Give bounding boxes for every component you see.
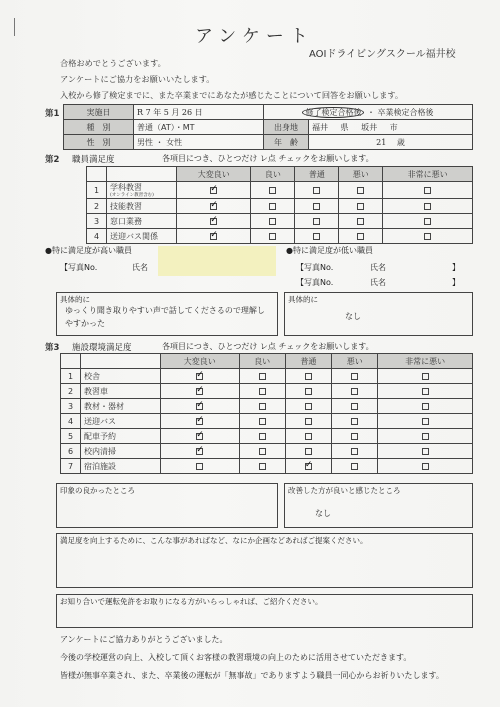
pref-value[interactable]: 福井 bbox=[312, 122, 328, 132]
good-points-label: 印象の良かったところ bbox=[60, 486, 135, 495]
rating-cell bbox=[251, 182, 295, 199]
rating-checkbox[interactable] bbox=[424, 233, 431, 240]
col-header: 非常に悪い bbox=[383, 167, 473, 182]
city-unit: 市 bbox=[389, 122, 398, 132]
row-item-name bbox=[107, 229, 177, 244]
age-unit: 歳 bbox=[396, 137, 405, 147]
rating-cell bbox=[285, 369, 331, 384]
col-header: 悪い bbox=[339, 167, 383, 182]
col-header: 普通 bbox=[285, 354, 331, 369]
rating-cell bbox=[378, 444, 473, 459]
rating-checkbox[interactable] bbox=[269, 218, 276, 225]
impl-date-value[interactable]: R 7 年 5 月 26 日 bbox=[134, 105, 264, 120]
col-header: 大変良い bbox=[161, 354, 240, 369]
rating-cell bbox=[378, 399, 473, 414]
rating-cell bbox=[332, 399, 378, 414]
facility-rating-table bbox=[60, 353, 473, 474]
staff-rating-table bbox=[86, 166, 473, 244]
row-number: 3 bbox=[87, 214, 107, 229]
row-number: 2 bbox=[61, 384, 81, 399]
rating-checkbox[interactable] bbox=[305, 448, 312, 455]
item-name-text: 宿泊施設 bbox=[84, 461, 116, 471]
rating-checkbox[interactable] bbox=[422, 433, 429, 440]
rating-checkbox[interactable] bbox=[210, 203, 217, 210]
rating-checkbox[interactable] bbox=[424, 218, 431, 225]
rating-checkbox[interactable] bbox=[305, 388, 312, 395]
item-name-text: 教習車 bbox=[84, 386, 108, 396]
rating-checkbox[interactable] bbox=[351, 433, 358, 440]
rating-checkbox[interactable] bbox=[196, 448, 203, 455]
rating-cell bbox=[295, 214, 339, 229]
row-number: 7 bbox=[61, 459, 81, 474]
rating-cell bbox=[378, 459, 473, 474]
rating-checkbox[interactable] bbox=[259, 418, 266, 425]
redacted-area bbox=[158, 246, 276, 276]
rating-cell bbox=[378, 429, 473, 444]
school-name: AOIドライビングスクール福井校 bbox=[309, 49, 456, 60]
rating-checkbox[interactable] bbox=[210, 233, 217, 240]
item-name-text: 送迎バス関係 bbox=[110, 231, 158, 241]
row-number: 4 bbox=[87, 229, 107, 244]
rating-cell bbox=[332, 459, 378, 474]
row-item-name bbox=[81, 429, 161, 444]
row-item-name bbox=[81, 399, 161, 414]
row-number: 4 bbox=[61, 414, 81, 429]
rating-cell bbox=[332, 369, 378, 384]
impl-date-label: 実施日 bbox=[64, 105, 134, 120]
section3-instruction: 各項目につき、ひとつだけ レ点 チェックをお願いします。 bbox=[162, 342, 374, 351]
rating-cell bbox=[332, 429, 378, 444]
low-detail-text: なし bbox=[345, 312, 361, 321]
rating-checkbox[interactable] bbox=[351, 403, 358, 410]
row-item-name bbox=[107, 199, 177, 214]
col-header: 大変良い bbox=[177, 167, 251, 182]
intro-line-2: アンケートにご協力をお願いいたします。 bbox=[60, 74, 215, 84]
referral-label: お知り合いで運転免許をお取りになる方がいらっしゃれば、ご紹介ください。 bbox=[60, 597, 323, 606]
row-item-name bbox=[107, 182, 177, 199]
staff-row bbox=[87, 182, 473, 199]
rating-cell bbox=[378, 384, 473, 399]
rating-checkbox[interactable] bbox=[196, 403, 203, 410]
referral-box[interactable] bbox=[56, 594, 473, 628]
closing-line-3: 皆様が無事卒業され、また、卒業後の運転が「無事故」でありますよう職員一同心からお祈りいたします。 bbox=[60, 671, 444, 680]
rating-checkbox[interactable] bbox=[422, 463, 429, 470]
grad-after-option[interactable]: 卒業検定合格後 bbox=[377, 107, 434, 117]
improve-points-text: なし bbox=[315, 509, 331, 518]
rating-checkbox[interactable] bbox=[351, 373, 358, 380]
rating-checkbox[interactable] bbox=[259, 403, 266, 410]
section2-heading: 職員満足度 bbox=[72, 155, 115, 165]
section2-instruction: 各項目につき、ひとつだけ レ点 チェックをお願いします。 bbox=[162, 154, 374, 163]
rating-cell bbox=[239, 444, 285, 459]
rating-checkbox[interactable] bbox=[424, 203, 431, 210]
rating-checkbox[interactable] bbox=[259, 448, 266, 455]
item-name-text: 校内清掃 bbox=[84, 446, 116, 456]
suggestion-box[interactable] bbox=[56, 533, 473, 588]
rating-cell bbox=[378, 414, 473, 429]
facility-row bbox=[61, 384, 473, 399]
row-item-name bbox=[81, 459, 161, 474]
rating-checkbox[interactable] bbox=[269, 203, 276, 210]
low-detail-label: 具体的に bbox=[288, 295, 318, 304]
rating-cell bbox=[339, 199, 383, 214]
facility-row bbox=[61, 399, 473, 414]
rating-cell bbox=[383, 182, 473, 199]
staff-row bbox=[87, 199, 473, 214]
low-photo-label-2: 【写真No. bbox=[296, 278, 334, 287]
col-header: 良い bbox=[239, 354, 285, 369]
rating-checkbox[interactable] bbox=[269, 187, 276, 194]
rating-cell bbox=[378, 369, 473, 384]
exam-after-option[interactable]: 修了検定合格後 bbox=[302, 107, 364, 118]
rating-cell bbox=[383, 199, 473, 214]
rating-checkbox[interactable] bbox=[422, 418, 429, 425]
rating-checkbox[interactable] bbox=[422, 373, 429, 380]
row-number: 3 bbox=[61, 399, 81, 414]
rating-checkbox[interactable] bbox=[196, 388, 203, 395]
row-number: 1 bbox=[87, 182, 107, 199]
rating-checkbox[interactable] bbox=[259, 388, 266, 395]
item-subtext: (オンライン教習含む) bbox=[110, 193, 154, 198]
high-staff-label: ●特に満足度が高い職員 bbox=[45, 246, 132, 255]
rating-cell bbox=[239, 459, 285, 474]
item-name-text: 教材・器材 bbox=[84, 401, 124, 411]
section3-label: 第3 bbox=[45, 343, 60, 353]
rating-checkbox[interactable] bbox=[259, 433, 266, 440]
facility-row bbox=[61, 429, 473, 444]
intro-line-3: 入校から修了検定までに、また卒業までにあなたが感じたことについて回答をお願いします。 bbox=[60, 90, 404, 100]
age-label: 年 齢 bbox=[264, 135, 309, 150]
rating-checkbox[interactable] bbox=[305, 433, 312, 440]
rating-checkbox[interactable] bbox=[196, 373, 203, 380]
type-label: 種 別 bbox=[64, 120, 134, 135]
rating-checkbox[interactable] bbox=[259, 373, 266, 380]
rating-cell bbox=[339, 229, 383, 244]
rating-checkbox[interactable] bbox=[196, 418, 203, 425]
rating-checkbox[interactable] bbox=[351, 418, 358, 425]
rating-checkbox[interactable] bbox=[313, 203, 320, 210]
low-detail-box[interactable] bbox=[284, 292, 473, 336]
high-photo-label: 【写真No. bbox=[60, 263, 98, 272]
rating-checkbox[interactable] bbox=[422, 388, 429, 395]
closing-line-1: アンケートにご協力ありがとうございました。 bbox=[60, 635, 228, 644]
rating-checkbox[interactable] bbox=[313, 218, 320, 225]
margin-mark bbox=[14, 18, 15, 36]
row-item-name bbox=[107, 214, 177, 229]
rating-cell bbox=[285, 384, 331, 399]
col-header: 良い bbox=[251, 167, 295, 182]
rating-checkbox[interactable] bbox=[259, 463, 266, 470]
page-title: アンケート bbox=[195, 26, 314, 47]
facility-row bbox=[61, 369, 473, 384]
rating-cell bbox=[295, 229, 339, 244]
item-name-text: 配車予約 bbox=[84, 431, 116, 441]
from-label: 出身地 bbox=[264, 120, 309, 135]
city-value[interactable]: 坂井 bbox=[361, 122, 378, 132]
facility-row bbox=[61, 414, 473, 429]
high-detail-box[interactable] bbox=[56, 292, 278, 336]
section1-label: 第1 bbox=[45, 109, 60, 119]
intro-line-1: 合格おめでとうございます。 bbox=[60, 58, 166, 68]
section3-heading: 施設環境満足度 bbox=[72, 343, 132, 353]
sex-options[interactable]: 男性 ・ 女性 bbox=[134, 135, 264, 150]
suggestion-label: 満足度を向上するために、こんな事があればなど、なにか企画などあればご提案ください。 bbox=[60, 536, 368, 545]
rating-cell bbox=[332, 384, 378, 399]
rating-cell bbox=[285, 429, 331, 444]
rating-cell bbox=[295, 199, 339, 214]
rating-checkbox[interactable] bbox=[351, 448, 358, 455]
row-number: 1 bbox=[61, 369, 81, 384]
rating-checkbox[interactable] bbox=[424, 187, 431, 194]
age-value[interactable]: 21 bbox=[376, 137, 387, 147]
section2-label: 第2 bbox=[45, 155, 60, 165]
rating-checkbox[interactable] bbox=[422, 403, 429, 410]
rating-cell bbox=[332, 414, 378, 429]
facility-row bbox=[61, 459, 473, 474]
good-points-box[interactable] bbox=[56, 483, 278, 528]
rating-cell bbox=[383, 229, 473, 244]
rating-checkbox[interactable] bbox=[269, 233, 276, 240]
close-bracket-1: 】 bbox=[452, 263, 460, 272]
row-item-name bbox=[81, 414, 161, 429]
rating-checkbox[interactable] bbox=[351, 463, 358, 470]
rating-checkbox[interactable] bbox=[357, 233, 364, 240]
rating-cell bbox=[239, 399, 285, 414]
rating-checkbox[interactable] bbox=[305, 373, 312, 380]
rating-checkbox[interactable] bbox=[351, 388, 358, 395]
improve-points-label: 改善した方が良いと感じたところ bbox=[288, 486, 401, 495]
low-name-label-2: 氏名 bbox=[370, 278, 386, 287]
high-name-label: 氏名 bbox=[132, 263, 148, 272]
rating-checkbox[interactable] bbox=[210, 218, 217, 225]
sex-label: 性 別 bbox=[64, 135, 134, 150]
rating-checkbox[interactable] bbox=[196, 463, 203, 470]
rating-checkbox[interactable] bbox=[357, 218, 364, 225]
pref-unit: 県 bbox=[340, 122, 349, 132]
rating-cell bbox=[161, 444, 240, 459]
close-bracket-2: 】 bbox=[452, 278, 460, 287]
row-number: 5 bbox=[61, 429, 81, 444]
rating-cell bbox=[239, 384, 285, 399]
facility-row bbox=[61, 444, 473, 459]
row-number: 2 bbox=[87, 199, 107, 214]
staff-row bbox=[87, 214, 473, 229]
rating-cell bbox=[239, 429, 285, 444]
rating-cell bbox=[239, 369, 285, 384]
low-name-label-1: 氏名 bbox=[370, 263, 386, 272]
rating-cell bbox=[285, 444, 331, 459]
rating-cell bbox=[161, 414, 240, 429]
col-header: 悪い bbox=[332, 354, 378, 369]
row-item-name bbox=[81, 444, 161, 459]
high-detail-text: ゆっくり聞き取りやすい声で話してくださるので理解しやすかった bbox=[65, 306, 265, 328]
rating-cell bbox=[295, 182, 339, 199]
row-item-name bbox=[81, 384, 161, 399]
rating-checkbox[interactable] bbox=[313, 233, 320, 240]
col-header: 非常に悪い bbox=[378, 354, 473, 369]
rating-cell bbox=[177, 214, 251, 229]
rating-cell bbox=[285, 414, 331, 429]
rating-checkbox[interactable] bbox=[305, 463, 312, 470]
profile-table: 実施日 R 7 年 5 月 26 日 修了検定合格後 ・ 卒業検定合格後 種 別 普通（AT）・MT 出身地 福井 県 坂井 市 性 別 男性 ・ 女性 年 齢 21 歳 bbox=[63, 104, 473, 150]
row-number: 6 bbox=[61, 444, 81, 459]
rating-cell bbox=[239, 414, 285, 429]
low-photo-label-1: 【写真No. bbox=[296, 263, 334, 272]
rating-cell bbox=[177, 229, 251, 244]
rating-cell bbox=[177, 182, 251, 199]
rating-cell bbox=[177, 199, 251, 214]
rating-cell bbox=[339, 182, 383, 199]
rating-cell bbox=[251, 214, 295, 229]
rating-cell bbox=[332, 444, 378, 459]
rating-cell bbox=[285, 399, 331, 414]
rating-checkbox[interactable] bbox=[305, 403, 312, 410]
rating-checkbox[interactable] bbox=[357, 203, 364, 210]
type-options[interactable]: 普通（AT）・MT bbox=[134, 120, 264, 135]
item-name-text: 送迎バス bbox=[84, 416, 116, 426]
rating-cell bbox=[161, 384, 240, 399]
rating-checkbox[interactable] bbox=[422, 448, 429, 455]
item-name-text: 窓口業務 bbox=[110, 216, 142, 226]
rating-checkbox[interactable] bbox=[305, 418, 312, 425]
rating-cell bbox=[251, 199, 295, 214]
rating-cell bbox=[339, 214, 383, 229]
rating-cell bbox=[285, 459, 331, 474]
col-header: 普通 bbox=[295, 167, 339, 182]
improve-points-box[interactable] bbox=[284, 483, 473, 528]
rating-checkbox[interactable] bbox=[357, 187, 364, 194]
rating-cell bbox=[161, 369, 240, 384]
item-name-text: 学科教習 bbox=[110, 183, 142, 192]
closing-line-2: 今後の学校運営の向上、入校して頂くお客様の教習環境の向上のために活用させていただきます。 bbox=[60, 653, 412, 662]
rating-cell bbox=[251, 229, 295, 244]
rating-cell bbox=[161, 429, 240, 444]
item-name-text: 技能教習 bbox=[110, 201, 142, 211]
rating-checkbox[interactable] bbox=[210, 187, 217, 194]
staff-row bbox=[87, 229, 473, 244]
row-item-name bbox=[81, 369, 161, 384]
high-detail-label: 具体的に bbox=[60, 295, 90, 304]
rating-cell bbox=[383, 214, 473, 229]
rating-checkbox[interactable] bbox=[196, 433, 203, 440]
rating-cell bbox=[161, 459, 240, 474]
rating-checkbox[interactable] bbox=[313, 187, 320, 194]
low-staff-label: ●特に満足度が低い職員 bbox=[286, 246, 373, 255]
item-name-text: 校舎 bbox=[84, 371, 100, 381]
rating-cell bbox=[161, 399, 240, 414]
